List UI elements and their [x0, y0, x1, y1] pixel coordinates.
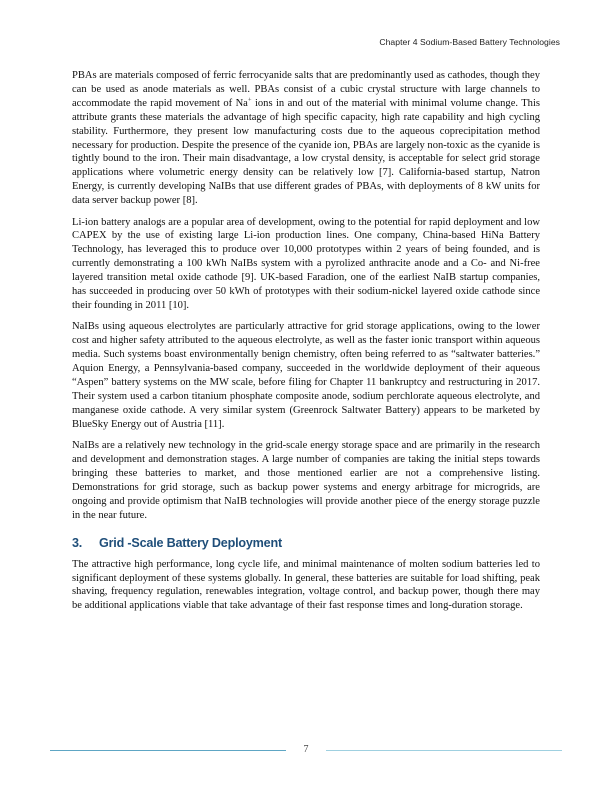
- paragraph-pba-text-cont: ions in and out of the material with minimal volume change. This attribute grants these materials the advantage of high specific capacity, high rate capability and high cycling stability. Furthermore, they present low manufacturing costs due to the aqueous coprecipitation method necessary for production. Despite the presence of the cyanide ion, PBAs are largely non-toxic as the cyanide is tightly bound to the iron. Their main disadvantage, a low crystal density, is acceptable for select grid storage applications where volumetric energy density can be relatively low [7]. California-based startup, Natron Energy, is currently developing NaIBs that use different grades of PBAs, with deployments of 8 kW units for data server backup power [8].: [72, 97, 540, 207]
- paragraph-li-ion-analogs: Li-ion battery analogs are a popular area of development, owing to the potential for rapid deployment and low CAPEX by the use of existing large Li-ion production lines. One company, China-based HiNa Battery Technology, has leveraged this to produce over 10,000 prototypes within 2 years of being founded, and is currently demonstrating a 100 kWh NaIBs system with a pyrolized anthracite anode and a Co- and Ni-free layered transition metal oxide cathode [9]. UK-based Faradion, one of the earliest NaIB startup companies, has succeeded in producing over 50 kWh of prototypes with their sodium-nickel layered oxide cathode since their founding in 2011 [10].: [72, 216, 540, 311]
- running-header: Chapter 4 Sodium-Based Battery Technologies: [379, 37, 560, 47]
- paragraph-naib-outlook: NaIBs are a relatively new technology in the grid-scale energy storage space and are primarily in the research and development and demonstration stages. A large number of companies are taking the initial steps towards bringing these batteries to market, and those mentioned earlier are not a comprehensive listing. Demonstrations for grid storage, such as backup power systems and energy arbitrage for microgrids, are ongoing and provide optimism that NaIB technologies will provide another piece of the energy storage puzzle in the near future.: [72, 440, 540, 521]
- page-number: 7: [303, 744, 309, 755]
- section-number: 3.: [72, 535, 83, 550]
- superscript-plus: +: [247, 96, 252, 104]
- body-text: [72, 69, 540, 621]
- section-title: Grid -Scale Battery Deployment: [99, 535, 282, 550]
- paragraph-aqueous-electrolytes: NaIBs using aqueous electrolytes are particularly attractive for grid storage applications, owing to the lower cost and higher safety attributed to the aqueous electrolyte, as well as the faster ionic transport within aqueous media. Such systems boast environmentally benign chemistry, often being referred to as “saltwater batteries.” Aquion Energy, a Pennsylvania-based company, succeeded in the worldwide deployment of their aqueous “Aspen” battery systems on the MW scale, before filing for Chapter 11 bankruptcy and restructuring in 2017. Their system used a carbon titanium phosphate composite anode, sodium perchlorate aqueous electrolyte, and manganese oxide cathode. A very similar system (Greenrock Saltwater Battery) appears to be marketed by BlueSky Energy out of Austria [11].: [72, 321, 540, 430]
- footer-rule-right: [326, 750, 562, 751]
- page-footer: [50, 745, 562, 759]
- section-heading: [72, 535, 540, 551]
- paragraph-pba: [72, 69, 540, 208]
- paragraph-pba-text: PBAs are materials composed of ferric ferrocyanide salts that are predominantly used as cathodes, though they can be used as anode materials as well. PBAs consist of a cubic crystal structure with large channels to accommodate the rapid movement of Na: [72, 70, 540, 109]
- paragraph-grid-deployment: The attractive high performance, long cycle life, and minimal maintenance of molten sodium batteries led to significant deployment of these systems globally. In general, these batteries are suitable for load shifting, peak shaving, frequency regulation, renewables integration, voltage control, and backup power, though there may be additional applications viable that take advantage of their fast response times and long-duration storage.: [72, 558, 540, 612]
